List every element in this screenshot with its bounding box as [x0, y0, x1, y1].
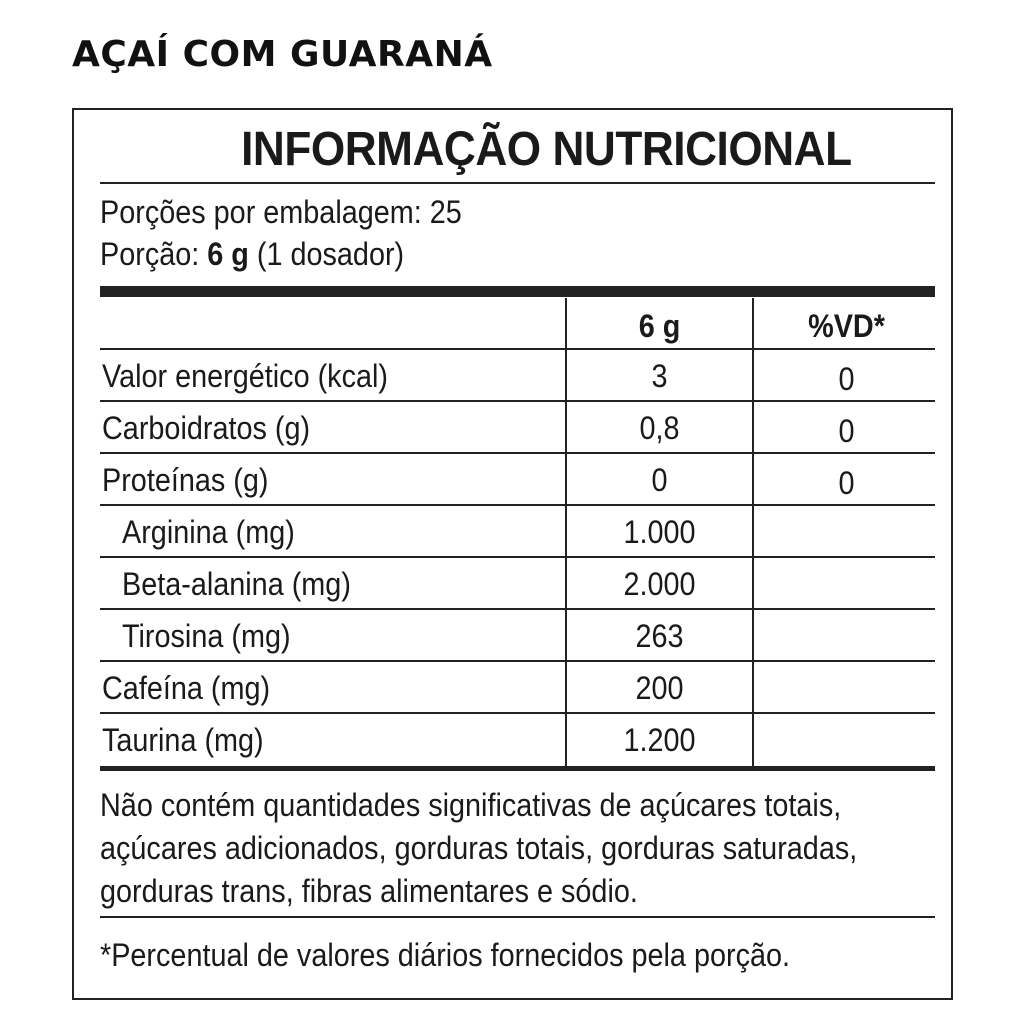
header-amount-cell: 6 g	[638, 308, 681, 344]
nutrient-vd	[763, 558, 930, 610]
nutrient-name: Tirosina (mg)	[122, 618, 291, 654]
nutrient-vd: 0	[838, 361, 855, 397]
table-row	[100, 714, 935, 766]
table-header-row	[100, 298, 935, 350]
nutrient-name: Proteínas (g)	[102, 462, 269, 498]
nutrient-name: Carboidratos (g)	[102, 410, 311, 446]
nutrition-table	[100, 298, 935, 768]
nutrient-amount: 3	[651, 358, 668, 394]
footnote-divider	[100, 916, 935, 918]
significance-note	[100, 784, 964, 913]
table-row	[100, 506, 935, 558]
table-row	[100, 662, 935, 714]
nutrient-vd	[763, 714, 930, 766]
nutrient-name: Taurina (mg)	[102, 722, 264, 758]
nutrient-amount: 1.000	[623, 514, 696, 550]
table-row	[100, 558, 935, 610]
label-heading: INFORMAÇÃO NUTRICIONAL	[241, 123, 852, 176]
servings-per-package	[100, 194, 462, 231]
footnote: *Percentual de valores diários fornecidos pela porção.	[100, 937, 791, 973]
nutrient-amount: 1.200	[623, 722, 696, 758]
nutrient-vd	[763, 506, 930, 558]
nutrient-amount: 0,8	[639, 410, 680, 446]
nutrient-amount: 2.000	[623, 566, 696, 602]
table-row	[100, 610, 935, 662]
nutrient-name: Cafeína (mg)	[102, 670, 271, 706]
heading-divider	[100, 182, 935, 184]
nutrient-name: Valor energético (kcal)	[102, 358, 388, 394]
note-line: Não contém quantidades significativas de açúcares totais,	[100, 787, 842, 823]
table-row	[100, 454, 935, 506]
nutrient-name: Beta-alanina (mg)	[122, 566, 351, 602]
nutrient-vd	[763, 610, 930, 662]
product-title: AÇAÍ COM GUARANÁ	[72, 34, 493, 75]
portion-value: 6 g	[207, 236, 249, 272]
nutrition-label	[72, 108, 953, 1000]
servings-per-package-label: Porções por embalagem:	[100, 194, 422, 230]
table-top-divider	[100, 286, 935, 297]
nutrient-name: Arginina (mg)	[122, 514, 295, 550]
table-row	[100, 402, 935, 454]
nutrient-vd: 0	[838, 465, 855, 501]
note-line: gorduras trans, fibras alimentares e sódio.	[100, 873, 638, 909]
nutrient-vd: 0	[838, 413, 855, 449]
portion-size	[100, 236, 404, 273]
header-vd-cell: %VD*	[808, 308, 885, 344]
nutrient-vd	[763, 662, 930, 714]
servings-per-package-value: 25	[429, 194, 462, 230]
nutrient-amount: 200	[635, 670, 684, 706]
portion-label: Porção:	[100, 236, 200, 272]
nutrient-amount: 263	[635, 618, 684, 654]
portion-detail: (1 dosador)	[256, 236, 405, 272]
note-line: açúcares adicionados, gorduras totais, gorduras saturadas,	[100, 830, 858, 866]
nutrient-amount: 0	[651, 462, 668, 498]
table-bottom-divider	[100, 766, 935, 771]
table-row	[100, 350, 935, 402]
